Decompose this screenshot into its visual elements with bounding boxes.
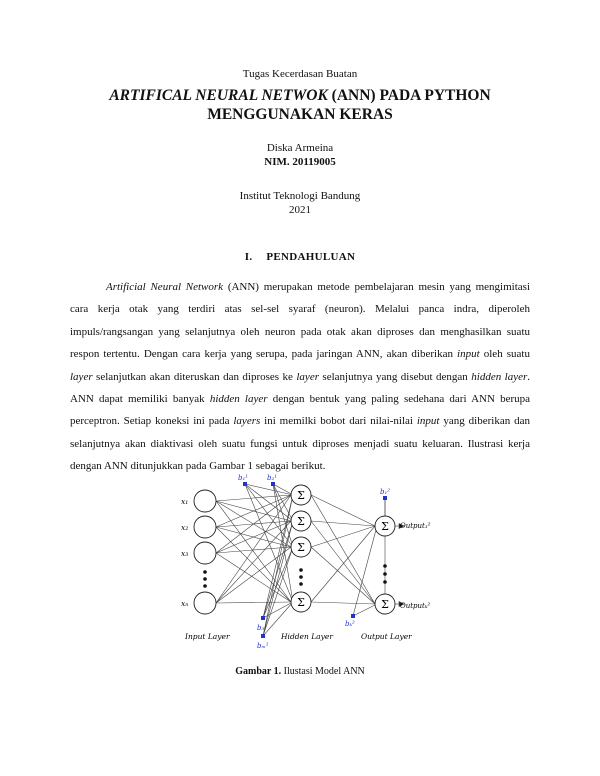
institution-name: Institut Teknologi Bandung [239,190,361,202]
ann-diagram [175,466,435,656]
title-rest: (ANN) PADA PYTHON [327,87,491,104]
author-block [0,141,600,169]
ellipsis-dot [299,575,303,579]
ellipsis-dot [299,582,303,586]
connection-line [311,495,375,526]
connection-line [216,602,291,603]
section-number: I. [244,251,253,263]
input-neuron [194,516,216,538]
bias-node [243,482,247,486]
sum-symbol: Σ [297,489,305,502]
connection-line [311,526,375,602]
text-span: ini memilki bobot dari nilai-nilai [260,415,417,428]
author-name: Diska Armeina [266,142,334,154]
connection-line [311,547,375,604]
connection-line [311,521,375,604]
sum-symbol: Σ [381,598,389,611]
text-span: selanjutkan akan diteruskan dan diproses ke [92,370,297,383]
bias-node [261,634,265,638]
input-neuron [194,592,216,614]
term-input: input [457,348,480,361]
input-neuron [194,542,216,564]
course-name: Tugas Kecerdasan Buatan [242,68,358,80]
section-title: PENDAHULUAN [266,251,356,263]
layer-label-hidden: Hidden Layer [281,632,333,641]
text-span: selanjutnya yang disebut dengan [318,370,472,383]
connection-line [311,526,375,547]
output-label-k: Outputₖ² [400,602,431,610]
paper-title [0,86,600,124]
title-italic: ARTIFICAL NEURAL NETWOK [109,87,328,104]
connection-line [311,602,375,604]
term-hidden-layer: hidden layer [209,393,268,406]
intro-paragraph [70,276,530,478]
bias-node [383,496,387,500]
bias-label-top-2: b₂¹ [267,474,278,482]
layer-label-input: Input Layer [185,632,230,641]
connection-line [311,495,375,604]
text-span: oleh suatu [479,348,530,361]
sum-symbol: Σ [297,541,305,554]
bias-label-bottom-m: bₘ¹ [257,642,269,650]
ann-figure [175,466,435,656]
ellipsis-dot [203,584,207,588]
text-span: . ANN dapat memiliki banyak [70,370,531,406]
bias-label-output-top: b₁² [380,488,391,496]
term-layers: layers [233,415,261,428]
figure-caption [0,666,600,677]
connection-line [245,484,293,602]
ellipsis-dot [383,564,387,568]
connection-line [311,521,375,526]
term-ann: Artificial Neural Network [106,281,224,293]
caption-label: Gambar 1. [235,666,282,677]
input-label-1: x₁ [181,497,189,506]
input-label-3: x₃ [181,549,189,558]
input-label-n: xₙ [181,599,189,608]
term-input: input [416,415,440,428]
author-nim: NIM. 20119005 [264,156,336,168]
sum-symbol: Σ [297,596,305,609]
output-label-1: Output₁² [400,522,431,530]
title-line2: MENGGUNAKAN KERAS [207,106,393,123]
ellipsis-dot [203,570,207,574]
term-layer: layer [70,370,93,383]
sum-symbol: Σ [381,520,389,533]
section-heading [0,251,600,263]
text-span: dengan bentuk yang paling sedehana dari ANN berupa perceptron. Setiap koneksi ini pada [70,393,531,428]
input-neuron [194,490,216,512]
bias-node [271,482,275,486]
institution-block [0,189,600,217]
sum-symbol: Σ [297,515,305,528]
bias-label-bottom-1: b₃¹ [257,624,268,632]
bias-node [351,614,355,618]
connection-line [353,604,377,616]
layer-label-output: Output Layer [361,632,412,641]
ellipsis-dot [203,577,207,581]
bias-label-output-bottom: bₖ² [345,620,355,628]
bias-node [261,616,265,620]
year: 2021 [289,204,311,216]
term-layer: layer [296,370,319,383]
text-span: yang diberikan dan selanjutnya akan diaktivasi oleh suatu fungsi untuk diproses menjadi suatu keluaran. Ilustrasi kerja dengan ANN ditunjukkan pada Gambar 1 sebagai berikut. [70,415,531,473]
text-span: (ANN) merupakan metode pembelajaran mesin yang mengimitasi cara kerja otak yang terdiri atas sel-sel syaraf (neuron). Melalui panca indra, diperoleh impuls/rangsangan yang selanjutnya oleh neuron pada otak akan diproses dan menghasilkan suatu respon tertentu. Dengan cara kerja yang serupa, pada jaringan ANN, akan diberikan [70,281,530,361]
ellipsis-dot [383,572,387,576]
caption-text: Ilustasi Model ANN [281,666,365,677]
ellipsis-dot [383,580,387,584]
connection-line [263,495,293,636]
nodes [194,482,395,638]
term-hidden-layer: hidden layer [471,370,528,383]
bias-label-top-1: b₁¹ [238,474,249,482]
input-label-2: x₂ [181,523,189,532]
ellipsis-dot [299,568,303,572]
connections [216,484,404,636]
